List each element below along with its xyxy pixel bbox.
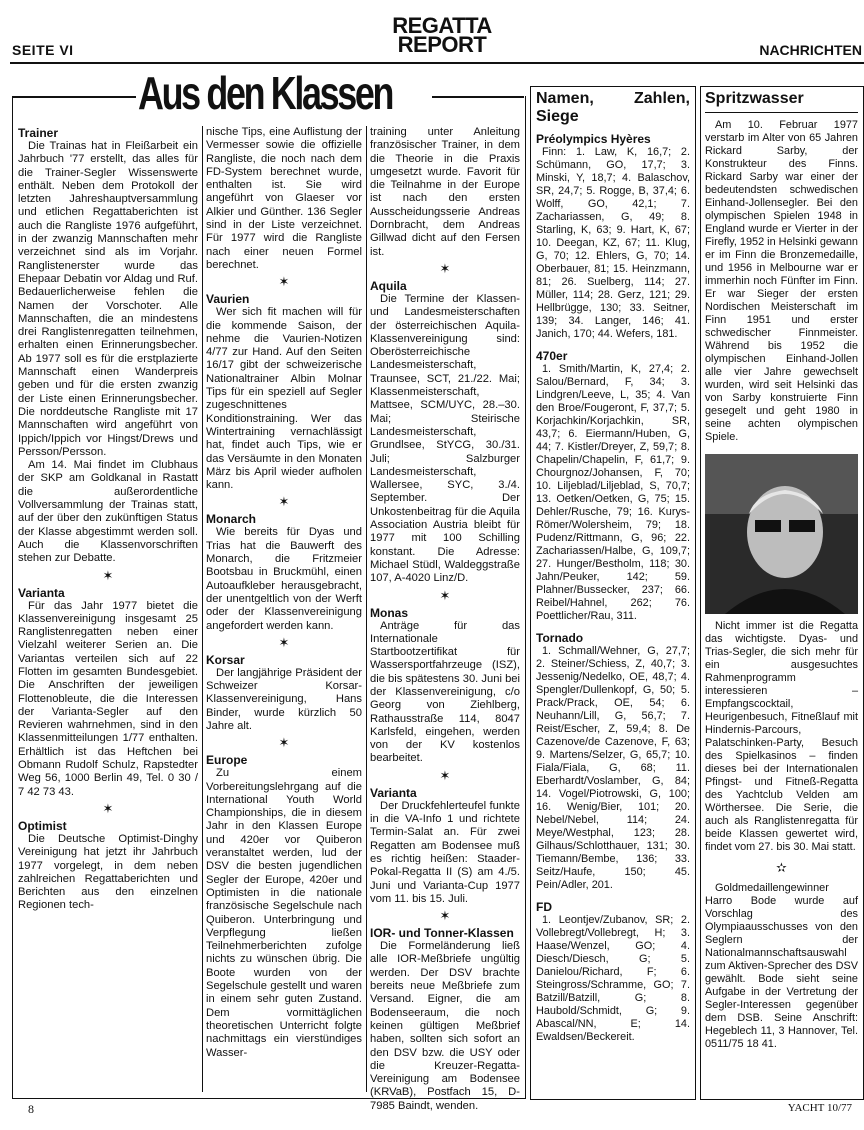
star-divider: ✫ (776, 860, 787, 875)
heading-aquila: Aquila (370, 278, 407, 293)
star-divider: ✶ (439, 260, 451, 276)
heading-trainer: Trainer (18, 126, 59, 140)
star-divider: ✶ (439, 908, 451, 924)
heading-470er: 470er (536, 349, 568, 363)
star-divider: ✶ (278, 494, 290, 510)
star-divider: ✶ (102, 567, 114, 583)
text-monarch: Wie bereits für Dyas und Trias hat die Bauwerft des Monarch, die Fritzmeier Bootsbau in Bruckmühl, einen Autoaufkleber herausgebracht, der unentgeltlich von der Werft oder der Klassenvereinigung angefordert werden kann. (206, 526, 362, 632)
sarby-portrait-photo (705, 454, 858, 614)
text-470er: 1. Smith/Martin, K, 27,4; 2. Salou/Bernard, F, 34; 3. Lindgren/Leeve, L, 35; 4. Van den Broe/Fougeront, F, 37,7; 5. Korjachkin/Korjachkin, SR, 43,7; 6. Eiermann/Huben, G, 44; 7. Kistler/Dreyer, Z, 59,7; 8. Chapelin/Chapelin, F, 61,7; 9. Chourgnoz/Johansen, F, 70; 10. Liljeblad/Liljeblad, S, 70,7; 13. Oetken/Oetken, G, 75; 15. Dehler/Rusche, 79; 16. Kurys-Römer/Wolersheim, 79; 18. Pudenz/Rittmann, G, 96; 22. Zachariassen/Halbe, G, 109,7; 27. Hunger/Bestholm, 118; 30. Jahn/Peuker, 142; 59. Plahner/Bussecker, 237; 66. Reibel/Hahnel, 262; 76. Poettlicher/Rau, 311. (536, 363, 690, 622)
text-trainer: Die Trainas hat in Fleißarbeit ein Jahrbuch '77 erstellt, das alles für die Trainer-Segler Wissenswerte enthält. Neben dem Protokoll der letzten Jahreshauptversammlung und etlichen Regattaberichten ist auch die Rangliste 1976 aufgeführt, in der zwanzig Mannschaften mehr verzeichnet sind als im Vorjahr. Ranglistenerster wurde das Ehepaar Debatin vor Aldag und Ruf. Bedauerlicherweise fehlen die Namen der Vorschoter. Alle Mannschaften, die an mindestens drei Ranglistenregatten teilnehmen, erhalten einen Erinnerungsbecher. Ab 1977 soll es für die erstplazierte Mannschaft einen Wanderpreis geben und für die ersten zwanzig der Liste einen Erinnerungsbecher. Die norddeutsche Rangliste mit 17 Mannschaften wird angeführt von Ippich/Ippich vor Hingst/Drews und Persson/Persson. (18, 140, 198, 458)
heading-varianta: Varianta (18, 585, 65, 600)
regatta-report-logo: REGATTA REPORT (392, 13, 492, 57)
spritzwasser-title: Spritzwasser (705, 90, 804, 107)
text-preolympics: Finn: 1. Law, K, 16,7; 2. Schümann, GO, 17,7; 3. Minski, Y, 18,7; 4. Balaschov, SR, 24,7; 5. Rogge, B, 37,4; 6. Wolff, GO, 42,1; 7. Zachariassen, G, 49; 8. Starling, K, 63; 9. Hart, K, 67; 10. Deegan, KZ, 67; 11. Klug, G, 70; 12. Ehlers, G, 70; 14. Oberbauer, 81; 15. Heinzmann, 81; 26. Suelberg, 114; 27. Müller, 114; 28. Gerz, 121; 29. Hellbrügge, 130; 33. Seitner, 139; 34. Langer, 146; 41. Janich, 170; 44. Wefers, 181. (536, 146, 690, 340)
text-varianta: Für das Jahr 1977 bietet die Klassenvereinigung insgesamt 25 Ranglistenregatten neben einer Vielzahl weiterer Serien an. Die Variantas verteilen sich auf 22 Flotten im gesamten Bundesgebiet. Die Anschriften der jeweiligen Flottenobleute, die die Interessen der Varianta-Segler auf den Revieren wahrnehmen, sind in den Klassenmitteilungen 1/77 enthalten. Erhältlich ist das Heftchen bei Obmann Rudolf Schulz, Rapstedter Weg 56, 1000 Berlin 49, Tel. 0 30 / 7 42 73 43. (18, 599, 198, 798)
header-rule (10, 62, 864, 64)
text-europe: Zu einem Vorbereitungslehrgang auf die International Youth World Championships, die in diesem Jahr in den Klassen Europe und 420er vor Quiberon veranstaltet werden, lud der DSV die besten jugendlichen Segler der Europe, 420er und Optimisten in die nationale französische Segelschule nach Quiberon. Unterbringung und Verpflegung ließen Teilnehmerberichten zufolge nichts zu wünschen übrig. Die Boote wurden von der Segelschule gestellt und waren in einem sehr guten Zustand. Dem vormittäglichen theoretischen Unterricht folgte nachmittags ein vierstündiges Wasser- (206, 767, 362, 1059)
text-aquila: Die Termine der Klassen- und Landesmeisterschaften der österreichischen Aquila-Klassenvereinigung sind: Oberösterreichische Landesmeisterschaft, Traunsee, SCT, 21./22. Mai; Klassenmeisterschaft, Mattsee, SCM/UYC, 28.–30. Mai; Steirische Landesmeisterschaft, Grundlsee, StYCG, 30./31. Juli; Salzburger Landesmeisterschaft, Wallersee, SYC, 3./4. September. Der Unkostenbeitrag für die Aquila Association Austria bleibt für 1977 mit 100 Schilling konstant. Die Adresse: Michael Stüdl, Waldeggstraße 107, A-4020 Linz/D. (370, 292, 520, 585)
heading-monas: Monas (370, 605, 409, 620)
text-ior: Die Formeländerung ließ alle IOR-Meßbriefe ungültig werden. Der DSV brachte bereits neue Meßbriefe zum Versand. Eigner, die am Bodenseeraum, die noch keinen gültigen Meßbrief haben, sollten sich sofort an den DSV bzw. die USY oder die Kreuzer-Regatta-Vereinigung am Bodensee (KRVaB), Postfach 15, D-7985 Baindt, wenden. (370, 940, 520, 1112)
issue-label: YACHT 10/77 (787, 1102, 852, 1114)
results-title: Namen, Zahlen, Siege (536, 90, 690, 125)
star-divider: ✶ (278, 274, 290, 290)
text-sarby: Am 10. Februar 1977 verstarb im Alter von 65 Jahren Rickard Sarby, der Konstrukteur des Finns. Rickard Sarby war einer der bedeutendsten schwedischen Einhand-Jollensegler. Bei den olympischen Spielen 1948 in England wurde er Vierter in der Firefly, 1952 in Helsinki gewann er im Finn die Bronzemedaille, und 1956 in Melbourne war er immerhin noch Fünfter im Finn. Er war Sieger der ersten Nordischen Meisterschaft im Finn 1951 und erster schwedischer Finnmeister. Während bis 1952 die olympischen Einhand-Jollen alle vier Jahre gewechselt wurden, wird seit Helsinki das von Sarby konstruierte Finn gesegelt und geht 1980 in seine achten olympischen Spiele. (705, 119, 858, 443)
star-divider: ✶ (278, 634, 290, 650)
spritzwasser-column (705, 90, 858, 1051)
text-monas: Anträge für das Internationale Startbootzertifikat für Wassersportfahrzeuge (ISZ), die bis spätestens 30. Juni bei der Klassenvereinigung, c/o Georg von Ziehlberg, Rathausstraße 114, 8047 Karlsfeld, eingehen, werden von der KV kostenlos bearbeitet. (370, 619, 520, 765)
text-dyas-trias: Nicht immer ist die Regatta das wichtigste. Dyas- und Trias-Segler, die sich mehr für ein ausgesuchtes Rahmenprogramm interessieren – Empfangscocktail, Heurigenbesuch, Fitneßlauf mit Hindernis-Parcours, Palatschinken-Party, Besuch des Spielkasinos – finden dieses bei der Internationalen Pfingst- und Fitneß-Regatta des Yachtclub Velden am Wörthersee. Die Serie, die auch als Ranglistenregatta für beide Klassen gewertet wird, findet vom 27. bis 30. Mai statt. (705, 620, 858, 853)
star-divider: ✶ (278, 735, 290, 751)
text-bode: Goldmedaillengewinner Harro Bode wurde auf Vorschlag des Olympiaausschusses von den Seglern der Nationalmannschaftsauswahl zum Aktiven-Sprecher des DSV gewählt. Bode sieht seine Aufgabe in der Vertretung der Segler-Interessen gegenüber dem DSB. Seine Anschrift: Hegeblech 11, 3 Hannover, Tel. 0511/75 18 41. (705, 882, 858, 1050)
heading-preolympics: Préolympics Hyères (536, 132, 651, 146)
page-number: 8 (28, 1102, 34, 1116)
star-divider: ✶ (439, 587, 451, 603)
heading-optimist: Optimist (18, 818, 67, 833)
text-optimist-cont: nische Tips, eine Auflistung der Vermesser sowie die offizielle Rangliste, die noch nach dem FD-System berechnet wurde, enthalten ist. Sie wird angeführt von Glaeser vor Alkier und Günther. 136 Segler sind in der Liste verzeichnet. Für 1977 wird die Rangliste nach einer neuen Formel berechnet. (206, 126, 362, 271)
text-fd: 1. Leontjev/Zubanov, SR; 2. Vollebregt/Vollebregt, H; 3. Haase/Wenzel, GO; 4. Diesch/Diesch, G; 5. Danielou/Richard, F; 6. Steingross/Schramme, GO; 7. Batzill/Batzill, G; 8. Haubold/Schmidt, G; 9. Abascal/NN, E; 14. Ewaldsen/Beckereit. (536, 914, 690, 1043)
column-divider (366, 126, 367, 1092)
column-divider (202, 126, 203, 1092)
text-tornado: 1. Schmall/Wehner, G, 27,7; 2. Steiner/Schiess, Z, 40,7; 3. Jessenig/Nedelko, OE, 48,7; 4. Spengler/Dullenkopf, G, 50; 5. Prack/Prack, OE, 54; 6. Neuhann/Lill, G, 56,7; 7. Reist/Escher, Z, 59,4; 8. De Cazenove/de Cazenove, F, 63; 9. Martens/Selzer, G, 65,7; 10. Fiala/Fiala, G, 68; 11. Eberhardt/Voslamber, G, 84; 14. Vogel/Piotrowski, G, 100; 16. Wenig/Bier, 101; 20. Nebel/Nebel, 114; 24. Meye/Westphal, 123; 28. Gilhaus/Schlotthauer, 131; 30. Tiemann/Bembe, 136; 33. Seitz/Haufe, 150; 45. Pein/Adler, 201. (536, 645, 690, 891)
star-divider: ✶ (102, 800, 114, 816)
heading-fd: FD (536, 900, 552, 914)
text-varianta-2: Der Druckfehlerteufel funkte in die VA-Info 1 und richtete Termin-Salat an. Für zwei Regatten am Bodensee muß es richtig heißen: Staader-Pokal-Regatta II (S) am 4./5. Juni und Varianta-Cup 1977 vom 11. bis 15. Juli. (370, 799, 520, 905)
text-trainer-2: Am 14. Mai findet im Clubhaus der SKP am Goldkanal in Rastatt die außerordentliche Vollversammlung der Trainas statt, auf der über den zukünftigen Status der Klasse abgestimmt werden soll. Auch die Klassenvorschriften stehen zur Debatte. (18, 459, 198, 565)
text-korsar: Der langjährige Präsident der Schweizer Korsar-Klassenvereinigung, Hans Binder, wurde kürzlich 50 Jahre alt. (206, 666, 362, 732)
heading-vaurien: Vaurien (206, 292, 250, 307)
page-label: SEITE VI (12, 42, 74, 58)
star-divider: ✶ (439, 767, 451, 783)
heading-varianta-2: Varianta (370, 785, 417, 800)
section-label: NACHRICHTEN (759, 42, 862, 58)
column-2 (206, 126, 362, 1060)
heading-europe: Europe (206, 753, 248, 768)
results-column (536, 90, 690, 1044)
page-title: Aus den Klassen (138, 67, 393, 119)
column-1 (18, 126, 198, 913)
text-europe-cont: training unter Anleitung französischer Trainer, in dem die Theorie in die Praxis umgesetzt wurde. Favorit für die Teilnahme in der Europe ist nach den ersten Ausscheidungsserie Andreas Dornbracht, dem Andreas Gillwad dicht auf den Fersen ist. (370, 126, 520, 258)
heading-ior: IOR- und Tonner-Klassen (370, 926, 514, 941)
heading-korsar: Korsar (206, 652, 245, 667)
text-vaurien: Wer sich fit machen will für die kommende Saison, der nehme die Vaurien-Notizen 4/77 zur Hand. Auf den Seiten 16/17 gibt der schweizerische Nationaltrainer Albin Molnar Tips für ein speziell auf Segler zugeschnittenes Konditionstraining. Wer das Wintertraining vernachlässigt hat, findet auch Tips, wie er das Versäumte in den Monaten März bis April wieder aufholen kann. (206, 306, 362, 492)
text-optimist: Die Deutsche Optimist-Dinghy Vereinigung hat jetzt ihr Jahrbuch 1977 vorgelegt, in dem neben zahlreichen Regattaberichten und Berichten aus den einzelnen Regionen tech- (18, 832, 198, 912)
heading-tornado: Tornado (536, 631, 584, 645)
heading-monarch: Monarch (206, 512, 257, 527)
column-3 (370, 126, 520, 1113)
